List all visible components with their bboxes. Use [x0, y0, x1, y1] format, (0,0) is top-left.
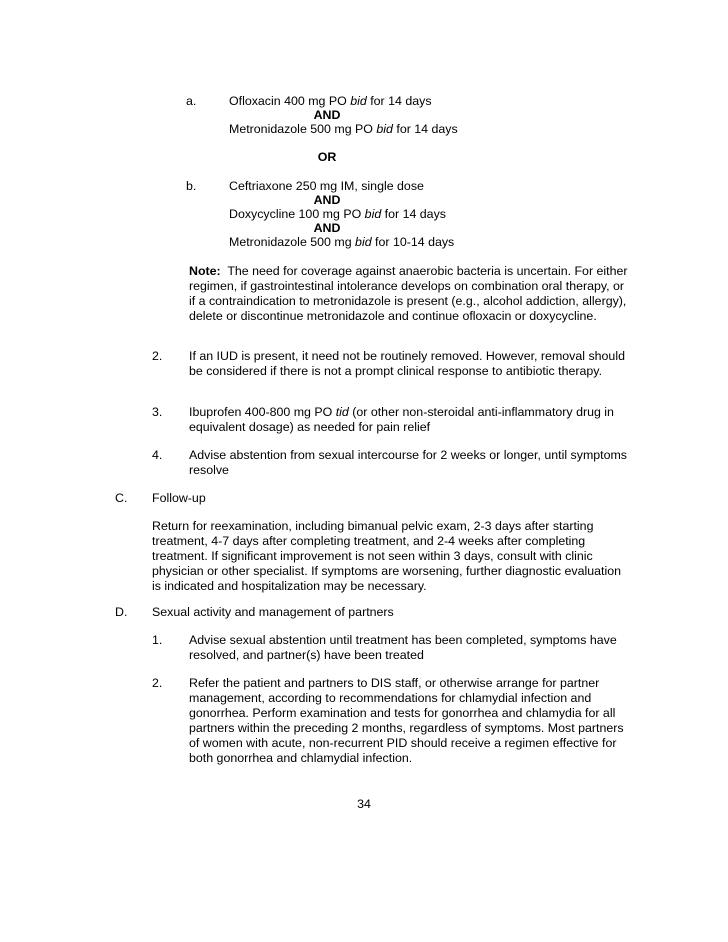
- section-c-heading: Follow-up: [152, 491, 206, 505]
- item-2-number: 2.: [152, 349, 163, 363]
- section-d-item-1-number: 1.: [152, 633, 163, 647]
- regimen-b-line3: Metronidazole 500 mg bid for 10-14 days: [229, 235, 455, 249]
- section-d-item-2-text: Refer the patient and partners to DIS staff, or otherwise arrange for partner management, according to recommendations for chlamydial infection and gonorrhea. Perform examination and tests for gonorrhea and chlamydia for all partners within the preceding 2 months, regardless of symptoms. Most partners of women with acute, non-recurrent PID should receive a regimen effective for both gonorrhea and chlamydial infection.: [189, 676, 624, 765]
- regimen-b-label: b.: [186, 179, 197, 193]
- item-4-text: Advise abstention from sexual intercourse for 2 weeks or longer, until symptoms resolve: [189, 448, 628, 477]
- regimen-b-line1: Ceftriaxone 250 mg IM, single dose: [229, 179, 424, 193]
- item-4-number: 4.: [152, 448, 163, 462]
- section-c-label: C.: [115, 491, 128, 505]
- note-paragraph: [189, 264, 629, 324]
- regimen-a-and: AND: [313, 108, 341, 122]
- section-d-item-1-text: Advise sexual abstention until treatment has been completed, symptoms have resolved, and partner(s) have been treated: [189, 633, 617, 662]
- item-3-text: Ibuprofen 400-800 mg PO tid (or other non-steroidal anti-inflammatory drug in equivalent dosage) as needed for pain relief: [189, 405, 614, 434]
- regimen-a-line2: Metronidazole 500 mg PO bid for 14 days: [229, 122, 458, 136]
- regimen-a-line1: Ofloxacin 400 mg PO bid for 14 days: [229, 94, 432, 108]
- regimen-b-line2: Doxycycline 100 mg PO bid for 14 days: [229, 207, 446, 221]
- section-d-heading: Sexual activity and management of partners: [152, 605, 394, 619]
- regimen-b-and2: AND: [313, 221, 341, 235]
- note-text: The need for coverage against anaerobic bacteria is uncertain. For either regimen, if gastrointestinal intolerance develops on combination oral therapy, or if a contraindication to metronidazole is present (e.g., alcohol addiction, allergy), delete or discontinue metronidazole and continue ofloxacin or doxycycline.: [189, 264, 628, 323]
- section-c-text: Return for reexamination, including bimanual pelvic exam, 2-3 days after starting treatment, 4-7 days after completing treatment, and 2-4 weeks after completing treatment. If significant improvement is not seen within 3 days, consult with clinic physician or other specialist. If symptoms are worsening, further diagnostic evaluation is indicated and hospitalization may be necessary.: [152, 519, 622, 593]
- section-d-label: D.: [115, 605, 128, 619]
- regimen-a-label: a.: [186, 94, 197, 108]
- note-label: Note:: [189, 264, 221, 278]
- page-number: 34: [357, 797, 371, 811]
- regimen-b-and1: AND: [313, 193, 341, 207]
- section-d-item-2-number: 2.: [152, 676, 163, 690]
- item-2-text: If an IUD is present, it need not be routinely removed. However, removal should be considered if there is not a prompt clinical response to antibiotic therapy.: [189, 349, 625, 378]
- regimen-or: OR: [317, 150, 337, 164]
- item-3-number: 3.: [152, 405, 163, 419]
